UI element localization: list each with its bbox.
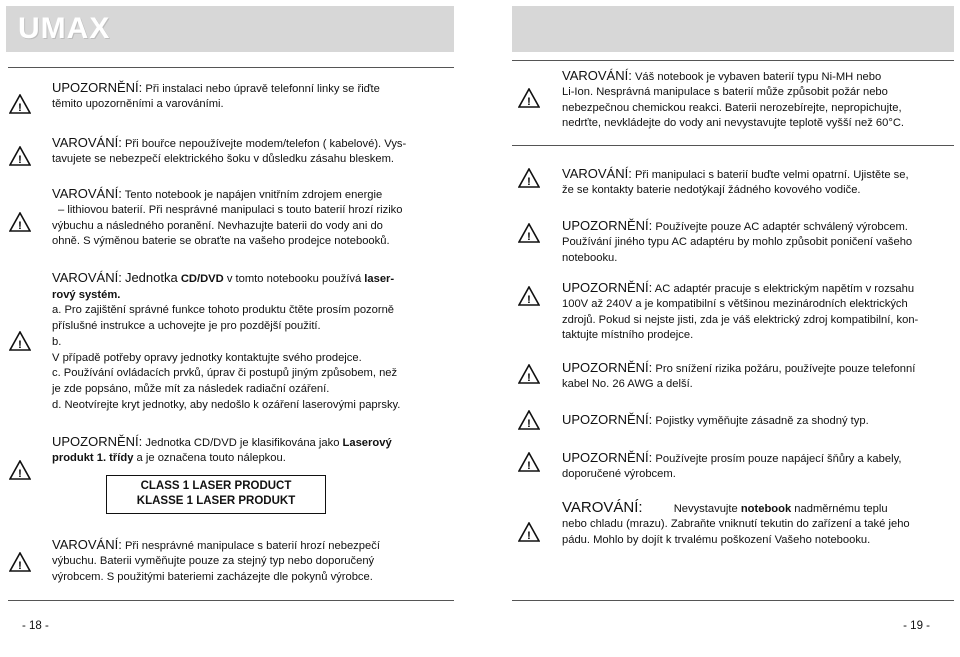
warning-label: VAROVÁNÍ: <box>52 537 122 552</box>
warning-triangle-icon <box>9 146 31 166</box>
warning-triangle-icon <box>9 552 31 572</box>
bottom-rule <box>8 600 454 601</box>
svg-text:!: ! <box>18 102 22 114</box>
notice-block: UPOZORNĚNÍ: AC adaptér pracuje s elektrickým napětím v rozsahu 100V až 240V a je kompatibilní s většinou mezinárodních elektrických zdrojů. Pokud si nejste jisti, zda je váš elektrický zdroj kompatibilní, kon- taktujte místního prodejce. <box>562 280 919 342</box>
svg-text:!: ! <box>18 220 22 232</box>
notice-label: UPOZORNĚNÍ: <box>562 360 653 375</box>
notice-block: UPOZORNĚNÍ: Pro snížení rizika požáru, používejte pouze telefonní kabel No. 26 AWG a delší. <box>562 360 916 391</box>
warning-label: VAROVÁNÍ: <box>562 68 632 83</box>
warning-triangle-icon <box>9 94 31 114</box>
notice-label: UPOZORNĚNÍ: <box>562 280 653 295</box>
warning-label: VAROVÁNÍ: <box>562 166 632 181</box>
warning-triangle-icon <box>518 168 540 188</box>
notice-label: UPOZORNĚNÍ: <box>562 218 653 233</box>
warning-block: VAROVÁNÍ: Nevystavujte notebook nadměrnému teplu nebo chladu (mrazu). Zabraňte vniknutí tekutin do zařízení a také jeho pádu. Mohlo by dojít k trvalému poškození Vašeho notebooku. <box>562 499 910 546</box>
warning-triangle-icon <box>9 212 31 232</box>
warning-triangle-icon <box>518 88 540 108</box>
notice-block: UPOZORNĚNÍ: Při instalaci nebo úpravě telefonní linky se řiďte těmito upozorněními a varováními. <box>52 80 380 111</box>
notice-block: UPOZORNĚNÍ: Pojistky vyměňujte zásadně za shodný typ. <box>562 412 869 427</box>
svg-text:!: ! <box>527 231 531 243</box>
warning-triangle-icon <box>9 460 31 480</box>
svg-text:!: ! <box>18 154 22 166</box>
svg-text:!: ! <box>18 339 22 351</box>
svg-text:!: ! <box>527 460 531 472</box>
warning-label: VAROVÁNÍ: <box>52 270 122 285</box>
warning-label: VAROVÁNÍ: <box>52 135 122 150</box>
warning-block: VAROVÁNÍ: Při manipulaci s baterií buďte velmi opatrní. Ujistěte se, že se kontakty baterie nedotýkají žádného kovového vodiče. <box>562 166 909 197</box>
warning-block: VAROVÁNÍ: Při nesprávné manipulace s baterií hrozí nebezpečí výbuchu. Baterii vyměňujte pouze za stejný typ nebo doporučený výrobcem. S použitými bateriemi zacházejte dle pokynů výrobce. <box>52 537 380 583</box>
warning-triangle-icon <box>9 331 31 351</box>
notice-label: UPOZORNĚNÍ: <box>52 434 143 449</box>
notice-block: UPOZORNĚNÍ: Používejte pouze AC adaptér schválený výrobcem. Používání jiného typu AC adaptéru by mohlo způsobit poničení vašeho notebooku. <box>562 218 913 264</box>
laser-class-label: CLASS 1 LASER PRODUCT KLASSE 1 LASER PRODUKT <box>106 475 326 514</box>
warning-triangle-icon <box>518 364 540 384</box>
notice-label: UPOZORNĚNÍ: <box>562 412 653 427</box>
svg-text:!: ! <box>527 418 531 430</box>
top-rule <box>512 60 954 61</box>
svg-text:!: ! <box>527 372 531 384</box>
warning-triangle-icon <box>518 452 540 472</box>
warning-triangle-icon <box>518 286 540 306</box>
right-page <box>490 0 960 657</box>
section-rule <box>512 145 954 146</box>
svg-text:!: ! <box>18 560 22 572</box>
warning-block: VAROVÁNÍ: Při bouřce nepoužívejte modem/telefon ( kabelové). Vys- tavujete se nebezpečí elektrického šoku v důsledku zásahu bleskem. <box>52 135 407 166</box>
warning-block: VAROVÁNÍ: Jednotka CD/DVD v tomto notebooku používá laser- rový systém. a. Pro zajištění správné funkce tohoto produktu čtěte prosím pozorně příslušné instrukce a uchovejte je pro pozdější použití. b. V případě potřeby opravy jednotky kontaktujte svého prodejce. c. Používání ovládacích prvků, úprav či postupů jiným způsobem, než je zde popsáno, může mít za následek radiační ozáření. d. Neotvírejte kryt jednotky, aby nedošlo k ozáření laserovými paprsky. <box>52 270 401 411</box>
page-number: - 18 - <box>22 620 49 632</box>
notice-block: UPOZORNĚNÍ: Používejte prosím pouze napájecí šňůry a kabely, doporučené výrobcem. <box>562 450 902 481</box>
svg-text:!: ! <box>527 176 531 188</box>
warning-triangle-icon <box>518 410 540 430</box>
svg-text:!: ! <box>18 468 22 480</box>
warning-block: VAROVÁNÍ: Tento notebook je napájen vnitřním zdrojem energie – lithiovou baterií. Při nesprávné manipulaci s touto baterií hrozí riziko výbuchu a následného poranění. Nevhazujte baterii do vody ani do ohně. S výměnou baterie se obraťte na vašeho prodejce notebooků. <box>52 186 403 248</box>
warning-label: VAROVÁNÍ: <box>562 499 643 516</box>
notice-label: UPOZORNĚNÍ: <box>52 80 143 95</box>
warning-triangle-icon <box>518 223 540 243</box>
warning-triangle-icon <box>518 522 540 542</box>
svg-text:!: ! <box>527 530 531 542</box>
svg-text:!: ! <box>527 294 531 306</box>
svg-text:!: ! <box>527 96 531 108</box>
warning-label: VAROVÁNÍ: <box>52 186 122 201</box>
notice-block: UPOZORNĚNÍ: Jednotka CD/DVD je klasifikována jako Laserový produkt 1. třídy a je označena touto nálepkou. <box>52 434 392 465</box>
warning-block: VAROVÁNÍ: Váš notebook je vybaven baterií typu Ni-MH nebo Li-Ion. Nesprávná manipulace s baterií může způsobit požár nebo nebezpečnou chemickou reakci. Baterii nerozebírejte, nepropichujte, nedrťte, nevkládejte do vody ani nevystavujte teplotě vyšší než 60°C. <box>562 68 905 130</box>
page-number: - 19 - <box>903 620 930 632</box>
top-rule <box>8 67 454 68</box>
header-bar <box>512 6 954 52</box>
header-bar <box>6 6 454 52</box>
left-page <box>0 0 470 657</box>
bottom-rule <box>512 600 954 601</box>
brand-logo: UMAX <box>18 12 111 45</box>
notice-label: UPOZORNĚNÍ: <box>562 450 653 465</box>
